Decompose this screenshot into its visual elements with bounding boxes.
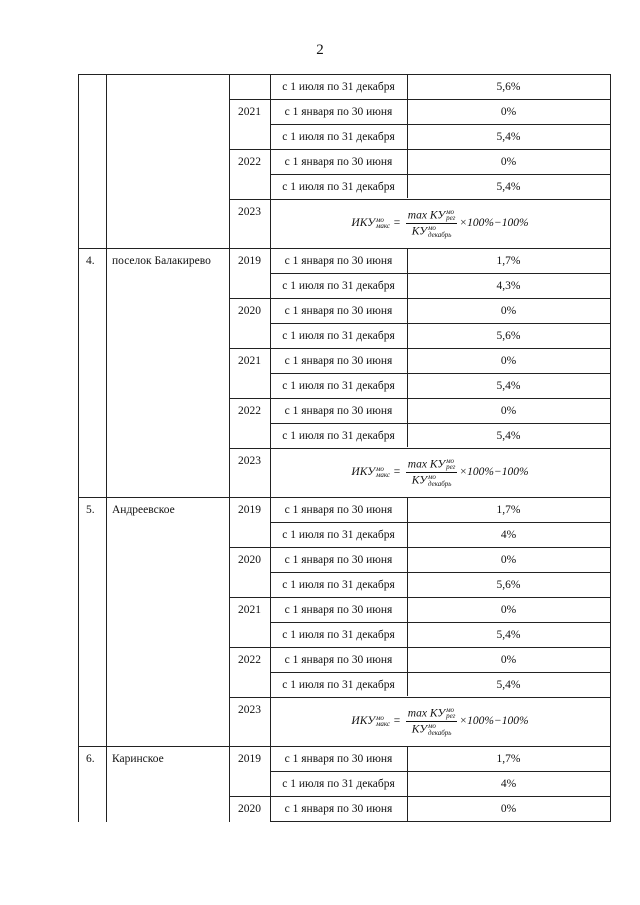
formula-tail: ×100%−100% <box>459 217 529 230</box>
formula-lhs-sup: мо <box>375 713 384 722</box>
year-cell: 2019 <box>238 255 261 268</box>
value-cell: 5,4% <box>496 180 521 193</box>
table-rule <box>407 522 408 547</box>
period-cell: с 1 января по 30 июня <box>284 155 393 168</box>
year-cell: 2020 <box>238 803 261 816</box>
year-cell: 2021 <box>238 354 261 367</box>
period-cell: с 1 января по 30 июня <box>284 603 393 616</box>
period-cell: с 1 января по 30 июня <box>284 803 393 816</box>
period-cell: с 1 июля по 31 декабря <box>282 81 395 93</box>
year-cell: 2020 <box>238 554 261 567</box>
period-cell: с 1 июля по 31 декабря <box>282 429 395 442</box>
table-rule <box>407 298 408 323</box>
value-cell: 5,4% <box>496 429 521 442</box>
formula-numerator <box>406 707 458 722</box>
formula-num-sub: рег <box>446 214 456 223</box>
table-rule <box>407 746 408 771</box>
table-rule <box>270 821 611 822</box>
municipality-name: поселок Балакирево <box>112 255 211 268</box>
formula-den-prefix: КУ <box>411 225 427 238</box>
value-cell: 0% <box>500 404 517 417</box>
year-cell: 2019 <box>238 753 261 766</box>
formula-den-sup: мо <box>427 721 436 730</box>
formula-cell <box>270 697 610 747</box>
value-cell: 0% <box>500 603 517 616</box>
formula-den-prefix: КУ <box>411 723 427 736</box>
table-rule <box>407 348 408 373</box>
formula-fraction <box>406 458 458 488</box>
period-cell: с 1 января по 30 июня <box>284 504 393 517</box>
formula-num-prefix: max КУ <box>407 457 446 470</box>
row-number: 5. <box>86 504 95 517</box>
formula-num-sub: рег <box>446 463 456 472</box>
table-rule <box>407 547 408 572</box>
formula-cell <box>270 199 610 249</box>
formula-cell <box>270 448 610 498</box>
period-cell: с 1 июля по 31 декабря <box>282 280 395 293</box>
period-cell: с 1 июля по 31 декабря <box>282 628 395 641</box>
row-number: 4. <box>86 255 95 268</box>
formula-equals: = <box>393 466 401 479</box>
formula-lhs-sub: макс <box>375 222 391 231</box>
value-cell: 1,7% <box>496 255 521 268</box>
value-cell: 5,4% <box>496 628 521 641</box>
formula-denominator <box>410 722 454 736</box>
formula-lhs-sup: мо <box>375 464 384 473</box>
formula-lhs: ИКУ <box>351 715 375 728</box>
formula-equals: = <box>393 217 401 230</box>
table-rule <box>78 74 79 822</box>
table-rule <box>407 373 408 398</box>
formula-numerator <box>406 209 458 224</box>
value-cell: 5,6% <box>496 579 521 591</box>
table-rule <box>407 771 408 796</box>
value-cell: 0% <box>500 105 517 118</box>
table-rule <box>106 74 107 822</box>
value-cell: 5,6% <box>496 330 521 342</box>
period-cell: с 1 января по 30 июня <box>284 255 393 268</box>
table-rule <box>407 323 408 348</box>
value-cell: 5,6% <box>496 81 521 93</box>
formula-lhs-sub: макс <box>375 471 391 480</box>
period-cell: с 1 января по 30 июня <box>284 354 393 367</box>
table-rule <box>407 398 408 423</box>
table-rule <box>407 149 408 174</box>
formula-lhs: ИКУ <box>351 466 375 479</box>
municipality-name: Каринское <box>112 753 164 766</box>
row-number: 6. <box>86 753 95 766</box>
year-cell: 2021 <box>238 603 261 616</box>
value-cell: 4% <box>500 778 517 791</box>
formula-den-sub: декабрь <box>427 230 452 239</box>
year-cell: 2022 <box>238 155 261 168</box>
formula-num-sup: мо <box>446 456 455 465</box>
year-cell: 2022 <box>238 404 261 417</box>
municipality-name: Андреевское <box>112 504 175 517</box>
value-cell: 0% <box>500 803 517 816</box>
period-cell: с 1 июля по 31 декабря <box>282 130 395 143</box>
table-rule <box>407 124 408 149</box>
year-cell: 2021 <box>238 105 261 118</box>
year-cell: 2020 <box>238 305 261 318</box>
formula-den-prefix: КУ <box>411 474 427 487</box>
formula-num-prefix: max КУ <box>407 208 446 221</box>
year-cell: 2019 <box>238 504 261 517</box>
table-rule <box>407 647 408 672</box>
table-rule <box>407 423 408 448</box>
value-cell: 0% <box>500 653 517 666</box>
value-cell: 4,3% <box>496 280 521 293</box>
formula-den-sup: мо <box>427 472 436 481</box>
formula-lhs-sup: мо <box>375 215 384 224</box>
year-cell: 2023 <box>238 205 261 218</box>
municipality-name <box>106 74 229 99</box>
formula-den-sub: декабрь <box>427 479 452 488</box>
year-cell: 2022 <box>238 653 261 666</box>
formula-denominator <box>410 224 454 238</box>
period-cell: с 1 июля по 31 декабря <box>282 529 395 542</box>
formula-den-sup: мо <box>427 223 436 232</box>
formula-lhs: ИКУ <box>351 217 375 230</box>
value-cell: 1,7% <box>496 504 521 517</box>
value-cell: 0% <box>500 155 517 168</box>
table-rule <box>407 273 408 298</box>
table-rule <box>407 622 408 647</box>
table-rule <box>407 572 408 597</box>
table-rule <box>407 796 408 821</box>
table-rule <box>407 597 408 622</box>
table-rule <box>407 74 408 99</box>
formula-num-sub: рег <box>446 712 456 721</box>
formula-fraction <box>406 209 458 239</box>
value-cell: 5,4% <box>496 379 521 392</box>
year-cell: 2023 <box>238 703 261 716</box>
row-number <box>78 74 106 99</box>
formula-numerator <box>406 458 458 473</box>
period-cell: с 1 января по 30 июня <box>284 105 393 118</box>
period-cell: с 1 июля по 31 декабря <box>282 678 395 691</box>
value-cell: 1,7% <box>496 753 521 766</box>
period-cell: с 1 июля по 31 декабря <box>282 379 395 392</box>
period-cell: с 1 июля по 31 декабря <box>282 180 395 193</box>
period-cell: с 1 января по 30 июня <box>284 305 393 318</box>
table-rule <box>407 497 408 522</box>
value-cell: 5,4% <box>496 678 521 691</box>
period-cell: с 1 июля по 31 декабря <box>282 579 395 591</box>
period-cell: с 1 января по 30 июня <box>284 404 393 417</box>
formula-num-sup: мо <box>446 705 455 714</box>
value-cell: 4% <box>500 529 517 542</box>
formula-num-prefix: max КУ <box>407 706 446 719</box>
period-cell: с 1 января по 30 июня <box>284 554 393 567</box>
period-cell: с 1 января по 30 июня <box>284 653 393 666</box>
period-cell: с 1 июля по 31 декабря <box>282 778 395 791</box>
table-rule <box>407 672 408 697</box>
table-rule <box>407 248 408 273</box>
value-cell: 0% <box>500 554 517 567</box>
period-cell: с 1 июля по 31 декабря <box>282 330 395 342</box>
value-cell: 0% <box>500 354 517 367</box>
period-cell: с 1 января по 30 июня <box>284 753 393 766</box>
table-rule <box>407 99 408 124</box>
formula-num-sup: мо <box>446 207 455 216</box>
page-number: 2 <box>316 42 324 58</box>
formula-lhs-sub: макс <box>375 720 391 729</box>
formula-equals: = <box>393 715 401 728</box>
value-cell: 5,4% <box>496 130 521 143</box>
formula-tail: ×100%−100% <box>459 466 529 479</box>
formula-tail: ×100%−100% <box>459 715 529 728</box>
formula-denominator <box>410 473 454 487</box>
formula-fraction <box>406 707 458 737</box>
year-cell: 2023 <box>238 454 261 467</box>
table-rule <box>407 174 408 199</box>
formula-den-sub: декабрь <box>427 728 452 737</box>
value-cell: 0% <box>500 305 517 318</box>
